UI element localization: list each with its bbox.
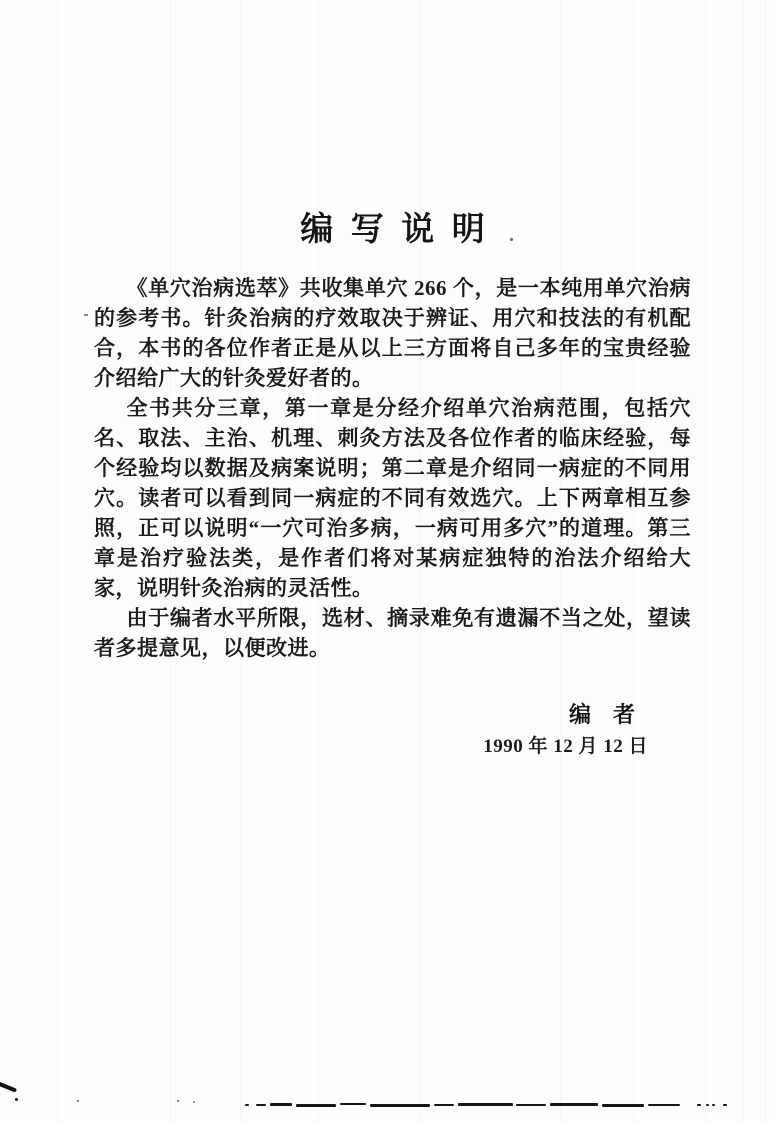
- bottom-scan-line: [550, 1103, 598, 1106]
- scan-streak: [743, 0, 744, 1122]
- bottom-scan-line: [296, 1104, 336, 1107]
- scan-streak: [705, 0, 706, 1122]
- bottom-scan-line: [434, 1104, 454, 1106]
- bottom-scan-line: [340, 1103, 366, 1105]
- bottom-scan-line: [723, 1104, 727, 1106]
- bottom-scan-line: [712, 1104, 715, 1106]
- paragraph-1: 《单穴治病选萃》共收集单穴 266 个，是一本纯用单穴治病的参考书。针灸治病的疗效取决于辨证、用穴和技法的有机配合，本书的各位作者正是从以上三方面将自己多年的宝贵经验介绍给广大的针灸爱好者的。: [94, 276, 691, 390]
- author-signature: 编 者: [568, 702, 635, 727]
- bottom-scan-line: [602, 1104, 644, 1107]
- scan-speck: [84, 314, 88, 316]
- bottom-scan-line: [270, 1103, 292, 1106]
- bottom-scan-line: [706, 1104, 709, 1106]
- corner-smudge: [0, 1081, 17, 1092]
- body-text: [94, 273, 691, 663]
- scan-speck: [510, 238, 513, 241]
- bottom-scan-line: [256, 1104, 266, 1106]
- scan-speck: [77, 1100, 79, 1102]
- paragraph-3: 由于编者水平所限，选材、摘录难免有遗漏不当之处，望读者多提意见，以便改进。: [94, 606, 691, 660]
- bottom-scan-line: [245, 1104, 249, 1106]
- scan-speck: [177, 1100, 179, 1102]
- bottom-scan-line: [697, 1104, 701, 1106]
- page-title: 编 写 说 明: [300, 212, 486, 248]
- paragraph-2: 全书共分三章，第一章是分经介绍单穴治病范围，包括穴名、取法、主治、机理、刺灸方法及各位作者的临床经验，每个经验均以数据及病案说明；第二章是介绍同一病症的不同用穴。读者可以看到同一病症的不同有效选穴。上下两章相互参照，正可以说明“一穴可治多病，一病可用多穴”的道理。第三章是治疗验法类，是作者们将对某病症独特的治法介绍给大家，说明针灸治病的灵活性。: [94, 396, 691, 600]
- bottom-scan-line: [648, 1104, 680, 1106]
- scan-streak: [57, 0, 58, 1122]
- bottom-scan-line: [370, 1104, 430, 1107]
- scan-streak: [765, 0, 766, 1122]
- scan-speck: [15, 1098, 18, 1101]
- scan-speck: [193, 1101, 195, 1103]
- bottom-scan-line: [458, 1103, 513, 1106]
- bottom-scan-line: [516, 1104, 546, 1106]
- publication-date: 1990 年 12 月 12 日: [483, 736, 648, 757]
